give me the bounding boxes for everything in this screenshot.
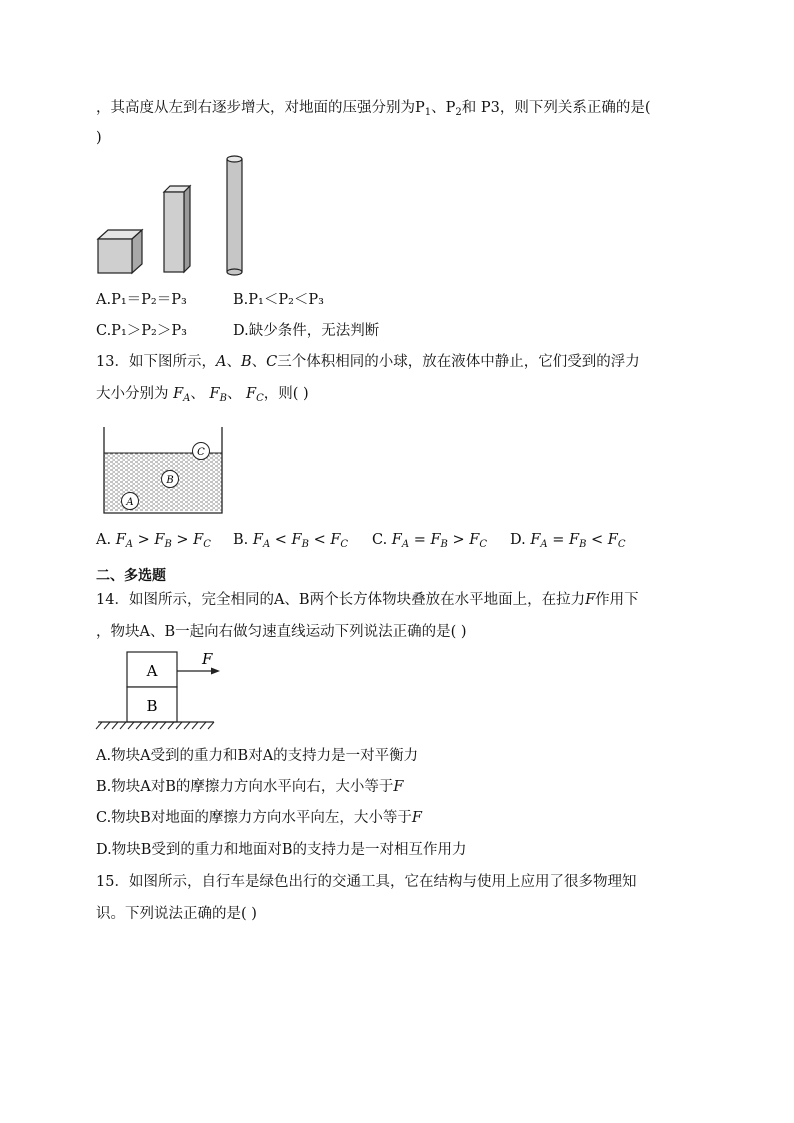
- q13-figure: [100, 425, 230, 517]
- svg-text:F: F: [202, 650, 213, 668]
- svg-text:B: B: [146, 697, 158, 715]
- q14-stem-line1: 14．如图所示，完全相同的A、B两个长方体物块叠放在水平地面上，在拉力F作用下: [96, 592, 639, 608]
- q12-option-b[interactable]: B.P₁＜P₂＜P₃: [233, 292, 324, 308]
- q12-stem-line1: ，其高度从左到右逐步增大，对地面的压强分别为$P_1$、$P_2$和 P3，则下列关系正确的是(: [96, 100, 651, 118]
- section-heading-multiple-choice: 二、多选题: [96, 568, 166, 584]
- cube-shape: [98, 230, 142, 273]
- q12-option-a[interactable]: A.P₁＝P₂＝P₃: [96, 292, 187, 308]
- q14-option-d[interactable]: D.物块B受到的重力和地面对B的支持力是一对相互作用力: [96, 842, 467, 858]
- q12-stem-line2: ): [96, 130, 102, 146]
- q14-option-a[interactable]: A.物块A受到的重力和B对A的支持力是一对平衡力: [96, 748, 419, 764]
- svg-text:B: B: [166, 475, 174, 486]
- q12-option-d[interactable]: D.缺少条件，无法判断: [233, 323, 380, 339]
- q13-option-d[interactable]: D. $F_A = F_B < F_C$: [510, 532, 626, 550]
- q13-option-b[interactable]: B. $F_A < F_B < F_C$: [233, 532, 349, 550]
- q12-options-row1: [96, 290, 187, 310]
- ground-line: [96, 722, 214, 729]
- q13-option-c[interactable]: C. $F_A = F_B > F_C$: [372, 532, 487, 550]
- svg-text:A: A: [126, 497, 134, 508]
- ball-c: [193, 443, 210, 460]
- svg-text:A: A: [146, 662, 158, 680]
- ball-b: [162, 471, 179, 488]
- q14-stem-line2: ，物块A、B一起向右做匀速直线运动下列说法正确的是( ): [96, 624, 467, 640]
- cylinder-shape: [227, 156, 242, 275]
- q12-figure: [96, 152, 256, 277]
- tall-box-shape: [164, 186, 190, 272]
- q15-stem-line2: 识。下列说法正确的是( ): [96, 906, 257, 922]
- force-arrow: [177, 668, 220, 675]
- ball-a: [122, 493, 139, 510]
- q15-stem-line1: 15．如图所示，自行车是绿色出行的交通工具，它在结构与使用上应用了很多物理知: [96, 874, 637, 890]
- q14-figure: [96, 650, 226, 734]
- q12-option-c[interactable]: C.P₁＞P₂＞P₃: [96, 323, 187, 339]
- q14-option-c[interactable]: C.物块B对地面的摩擦力方向水平向左，大小等于F: [96, 810, 422, 826]
- q14-option-b[interactable]: B.物块A对B的摩擦力方向水平向右，大小等于F: [96, 779, 404, 795]
- q13-stem-line1: 13．如下图所示，A、B、C三个体积相同的小球，放在液体中静止，它们受到的浮力: [96, 354, 640, 370]
- svg-text:C: C: [197, 447, 205, 458]
- q13-stem-line2: 大小分别为 $F_A$、 $F_B$、 $F_C$，则( ): [96, 386, 309, 404]
- q13-option-a[interactable]: A. $F_A > F_B > F_C$: [96, 532, 211, 550]
